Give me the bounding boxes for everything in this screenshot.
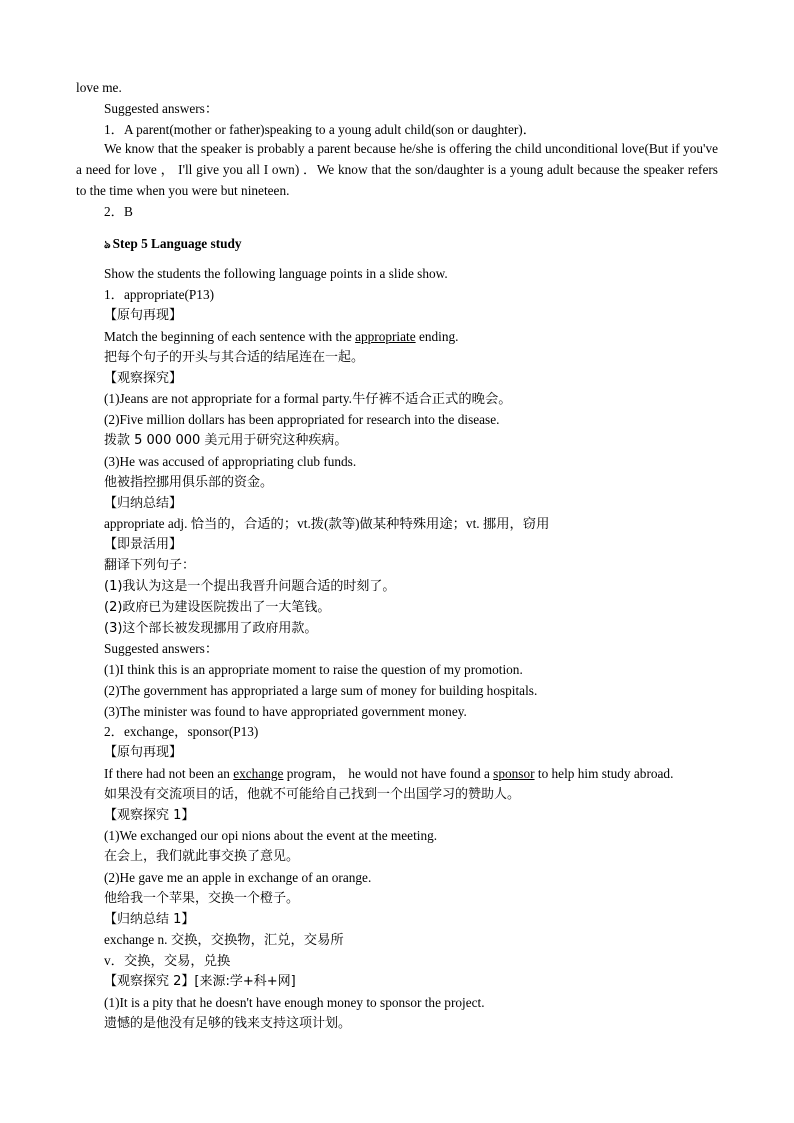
text-line: 【观察探究 2】[来源:学+科+网] xyxy=(104,974,296,989)
text-line: If there had not been an exchange program， he would not have found a sponsor to help him study abroad. xyxy=(104,766,674,781)
text-line: exchange n. 交换，交换物，汇兑，交易所 xyxy=(104,932,344,947)
text-line: (3)He was accused of appropriating club funds. xyxy=(104,454,357,469)
text-line: 2．B xyxy=(104,204,133,219)
text-line: (3)这个部长被发现挪用了政府用款。 xyxy=(104,621,318,636)
text-line: (2)政府已为建设医院拨出了一大笔钱。 xyxy=(104,600,331,615)
text-line: 【归纳总结 1】 xyxy=(104,912,195,927)
text-line: (1)我认为这是一个提出我晋升问题合适的时刻了。 xyxy=(104,579,396,594)
text-line: 【原句再现】 xyxy=(104,745,183,760)
text-line: 如果没有交流项目的话，他就不可能给自己找到一个出国学习的赞助人。 xyxy=(104,787,521,802)
underlined-word: appropriate xyxy=(355,329,416,344)
paragraph xyxy=(76,138,718,201)
text-line: v．交换，交易，兑换 xyxy=(104,953,231,968)
text-line: (2)The government has appropriated a large sum of money for building hospitals. xyxy=(104,683,538,698)
text-line: 1．A parent(mother or father)speaking to a young adult child(son or daughter)． xyxy=(104,122,537,137)
text-line: (1)Jeans are not appropriate for a formal party.牛仔裤不适合正式的晚会。 xyxy=(104,391,512,406)
text-line: 他被指控挪用俱乐部的资金。 xyxy=(104,475,274,490)
text-line: appropriate adj. 恰当的，合适的；vt.拨(款等)做某种特殊用途；vt. 挪用，窃用 xyxy=(104,516,550,531)
section-heading xyxy=(104,235,242,254)
text-line: 遗憾的是他没有足够的钱来支持这项计划。 xyxy=(104,1016,352,1031)
text-line: (1)We exchanged our opi nions about the event at the meeting. xyxy=(104,828,438,843)
text-line: love me. xyxy=(76,80,122,95)
text-line: 拨款 5 000 000 美元用于研究这种疾病。 xyxy=(104,433,348,448)
text-line: 【观察探究 1】 xyxy=(104,808,195,823)
text-line: (3)The minister was found to have appropriated government money. xyxy=(104,704,467,719)
underlined-word: exchange xyxy=(233,766,284,781)
text-line: (1)I think this is an appropriate moment to raise the question of my promotion. xyxy=(104,662,523,677)
text-line: (2)He gave me an apple in exchange of an orange. xyxy=(104,870,372,885)
text-line: (2)Five million dollars has been appropriated for research into the disease. xyxy=(104,412,500,427)
text-line: (1)It is a pity that he doesn't have enough money to sponsor the project. xyxy=(104,995,485,1010)
step-marker-icon: ঌ xyxy=(104,239,111,251)
text-line: Suggested answers： xyxy=(104,641,219,656)
text-line: 【归纳总结】 xyxy=(104,496,183,511)
step-title: Step 5 Language study xyxy=(112,236,242,251)
text-line: 把每个句子的开头与其合适的结尾连在一起。 xyxy=(104,350,365,365)
text-line: 他给我一个苹果，交换一个橙子。 xyxy=(104,891,300,906)
paragraph-text: We know that the speaker is probably a parent because he/she is offering the child unconditional love(But if you've a need for love ， I'll give you all I own) ．We know that the son/daughter is a young adult because the speaker refers to the time when you were but nineteen. xyxy=(76,141,718,198)
text-line: 翻译下列句子： xyxy=(104,558,196,573)
text-line: 1．appropriate(P13) xyxy=(104,287,215,302)
text-line: 在会上，我们就此事交换了意见。 xyxy=(104,849,300,864)
text-line: 【即景活用】 xyxy=(104,537,183,552)
text-line: 【原句再现】 xyxy=(104,308,183,323)
text-line: Match the beginning of each sentence with the appropriate ending. xyxy=(104,329,459,344)
text-line: 【观察探究】 xyxy=(104,371,183,386)
text-line: 2．exchange，sponsor(P13) xyxy=(104,724,259,739)
underlined-word: sponsor xyxy=(493,766,535,781)
text-line: Show the students the following language points in a slide show. xyxy=(104,266,448,281)
text-line: Suggested answers： xyxy=(104,101,219,116)
